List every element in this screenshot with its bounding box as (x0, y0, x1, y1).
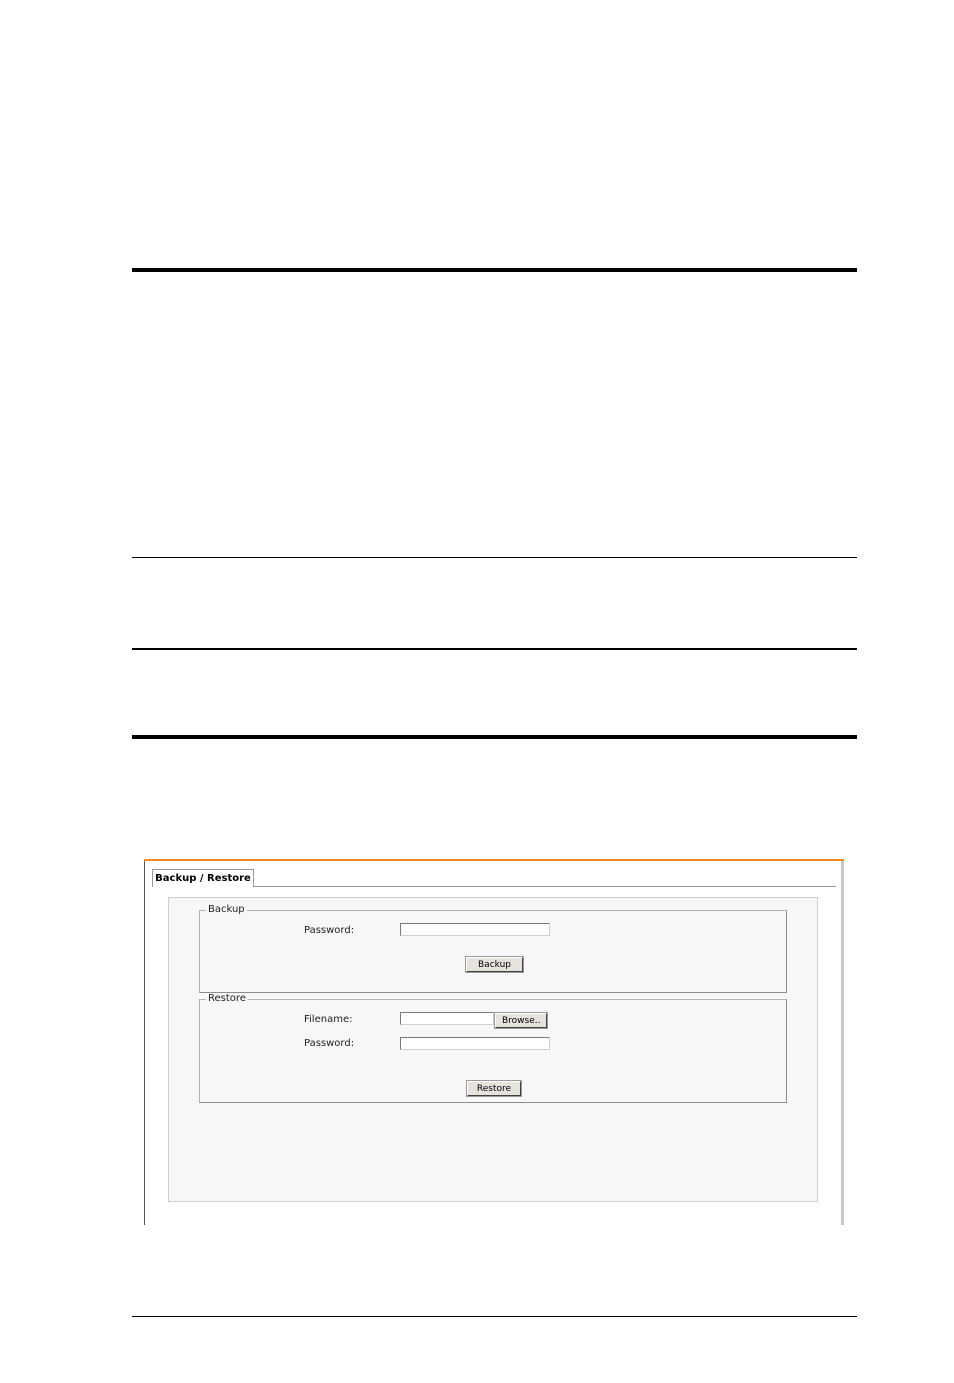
restore-password-input[interactable] (400, 1037, 550, 1050)
section-rule-thin (132, 557, 857, 558)
tab-backup-restore[interactable]: Backup / Restore (152, 869, 254, 887)
panel-right-border (841, 861, 844, 1225)
backup-button[interactable]: Backup (466, 957, 523, 972)
restore-filename-label: Filename: (304, 1014, 353, 1025)
panel-left-border (144, 861, 145, 1225)
section-rule-medium (132, 648, 857, 650)
restore-password-label: Password: (304, 1038, 355, 1049)
section-rule-top (132, 268, 857, 272)
tab-strip-divider (152, 886, 836, 887)
browse-button[interactable]: Browse.. (495, 1013, 547, 1028)
restore-filename-input[interactable] (400, 1012, 494, 1025)
backup-password-input[interactable] (400, 923, 550, 936)
footer-rule (132, 1316, 857, 1317)
backup-password-label: Password: (304, 925, 355, 936)
restore-button[interactable]: Restore (467, 1081, 521, 1096)
restore-legend: Restore (208, 993, 246, 1004)
backup-legend: Backup (208, 904, 245, 915)
section-rule-bottom (132, 735, 857, 739)
